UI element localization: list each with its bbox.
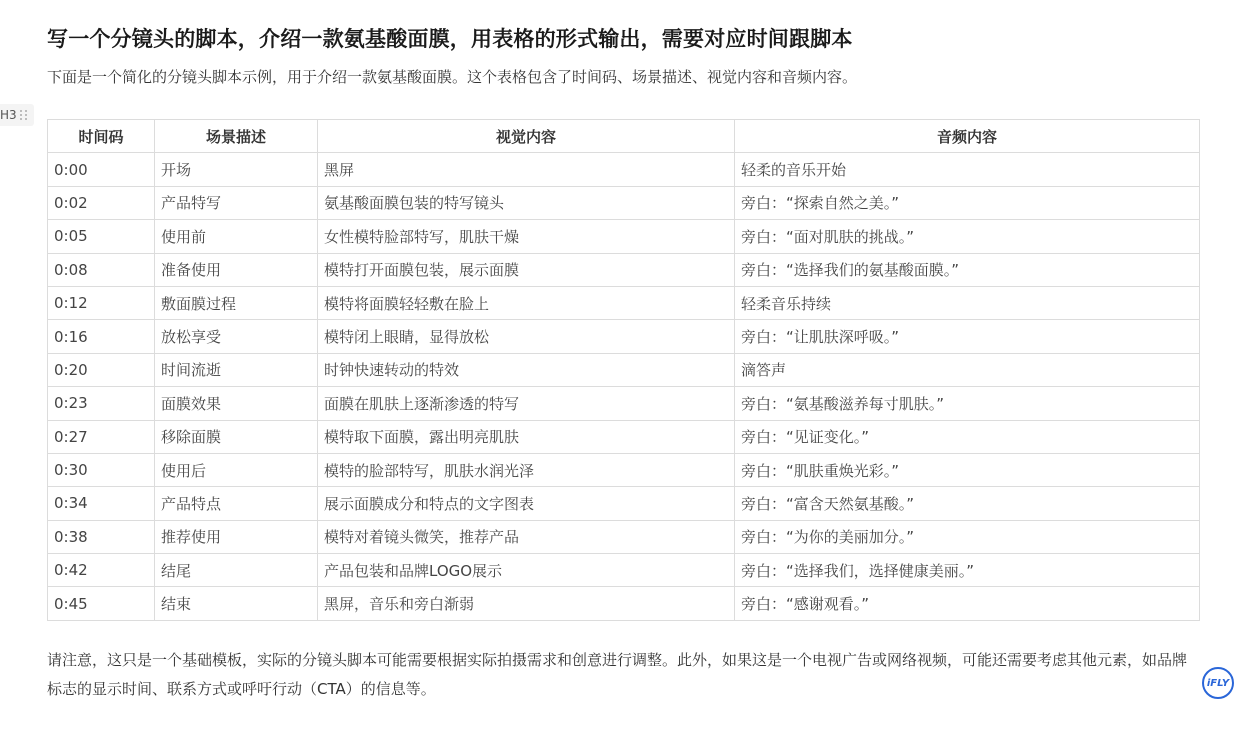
table-row [48,453,1200,486]
cell-audio: 旁白：“富含天然氨基酸。” [735,487,1200,520]
cell-scene: 时间流逝 [155,353,318,386]
table-row [48,420,1200,453]
block-type-handle[interactable] [0,104,34,126]
cell-visual: 面膜在肌肤上逐渐渗透的特写 [318,387,735,420]
header-timecode: 时间码 [48,120,155,153]
table-row [48,253,1200,286]
cell-visual: 时钟快速转动的特效 [318,353,735,386]
cell-scene: 敷面膜过程 [155,286,318,319]
table-row [48,153,1200,186]
cell-audio: 旁白：“让肌肤深呼吸。” [735,320,1200,353]
assistant-icon[interactable]: iFLY [1202,667,1234,699]
cell-timecode: 0:38 [48,520,155,553]
cell-audio: 旁白：“感谢观看。” [735,587,1200,620]
cell-scene: 产品特点 [155,487,318,520]
cell-visual: 模特的脸部特写，肌肤水润光泽 [318,453,735,486]
table-row [48,554,1200,587]
page-title: 写一个分镜头的脚本，介绍一款氨基酸面膜，用表格的形式输出，需要对应时间跟脚本 [47,27,853,51]
table-row [48,286,1200,319]
intro-paragraph: 下面是一个简化的分镜头脚本示例，用于介绍一款氨基酸面膜。这个表格包含了时间码、场景描述、视觉内容和音频内容。 [47,68,858,86]
cell-audio: 旁白：“选择我们的氨基酸面膜。” [735,253,1200,286]
cell-visual: 模特打开面膜包装，展示面膜 [318,253,735,286]
table-body [48,153,1200,620]
cell-scene: 准备使用 [155,253,318,286]
cell-audio: 滴答声 [735,353,1200,386]
cell-audio: 旁白：“为你的美丽加分。” [735,520,1200,553]
cell-visual: 产品包装和品牌LOGO展示 [318,554,735,587]
cell-audio: 旁白：“探索自然之美。” [735,186,1200,219]
cell-audio: 轻柔的音乐开始 [735,153,1200,186]
cell-audio: 旁白：“氨基酸滋养每寸肌肤。” [735,387,1200,420]
cell-timecode: 0:23 [48,387,155,420]
storyboard-table [47,119,1200,621]
cell-visual: 氨基酸面膜包装的特写镜头 [318,186,735,219]
cell-scene: 使用前 [155,220,318,253]
table-row [48,220,1200,253]
cell-timecode: 0:02 [48,186,155,219]
table-row [48,320,1200,353]
cell-timecode: 0:34 [48,487,155,520]
cell-audio: 旁白：“见证变化。” [735,420,1200,453]
cell-timecode: 0:12 [48,286,155,319]
cell-visual: 黑屏 [318,153,735,186]
cell-visual: 模特将面膜轻轻敷在脸上 [318,286,735,319]
cell-timecode: 0:27 [48,420,155,453]
cell-scene: 结束 [155,587,318,620]
cell-timecode: 0:16 [48,320,155,353]
drag-handle-icon[interactable] [20,110,28,120]
cell-scene: 使用后 [155,453,318,486]
cell-audio: 旁白：“选择我们，选择健康美丽。” [735,554,1200,587]
cell-visual: 模特闭上眼睛，显得放松 [318,320,735,353]
cell-visual: 展示面膜成分和特点的文字图表 [318,487,735,520]
cell-scene: 产品特写 [155,186,318,219]
table-row [48,387,1200,420]
header-visual: 视觉内容 [318,120,735,153]
footer-note: 请注意，这只是一个基础模板，实际的分镜头脚本可能需要根据实际拍摄需求和创意进行调整。此外，如果这是一个电视广告或网络视频，可能还需要考虑其他元素，如品牌标志的显示时间、联系方式或呼吁行动（CTA）的信息等。 [47,651,1188,698]
cell-timecode: 0:08 [48,253,155,286]
table-row [48,353,1200,386]
cell-scene: 结尾 [155,554,318,587]
cell-visual: 女性模特脸部特写，肌肤干燥 [318,220,735,253]
cell-visual: 黑屏，音乐和旁白渐弱 [318,587,735,620]
table-row [48,587,1200,620]
cell-timecode: 0:00 [48,153,155,186]
cell-scene: 推荐使用 [155,520,318,553]
table-header-row [48,120,1200,153]
cell-timecode: 0:20 [48,353,155,386]
table-row [48,520,1200,553]
header-audio: 音频内容 [735,120,1200,153]
cell-visual: 模特取下面膜，露出明亮肌肤 [318,420,735,453]
cell-scene: 放松享受 [155,320,318,353]
cell-audio: 旁白：“面对肌肤的挑战。” [735,220,1200,253]
h3-label: H3 [0,108,17,122]
cell-scene: 开场 [155,153,318,186]
cell-scene: 移除面膜 [155,420,318,453]
cell-timecode: 0:45 [48,587,155,620]
cell-audio: 轻柔音乐持续 [735,286,1200,319]
cell-scene: 面膜效果 [155,387,318,420]
table-row [48,487,1200,520]
cell-visual: 模特对着镜头微笑，推荐产品 [318,520,735,553]
cell-timecode: 0:05 [48,220,155,253]
cell-timecode: 0:30 [48,453,155,486]
header-scene: 场景描述 [155,120,318,153]
cell-timecode: 0:42 [48,554,155,587]
cell-audio: 旁白：“肌肤重焕光彩。” [735,453,1200,486]
table-row [48,186,1200,219]
